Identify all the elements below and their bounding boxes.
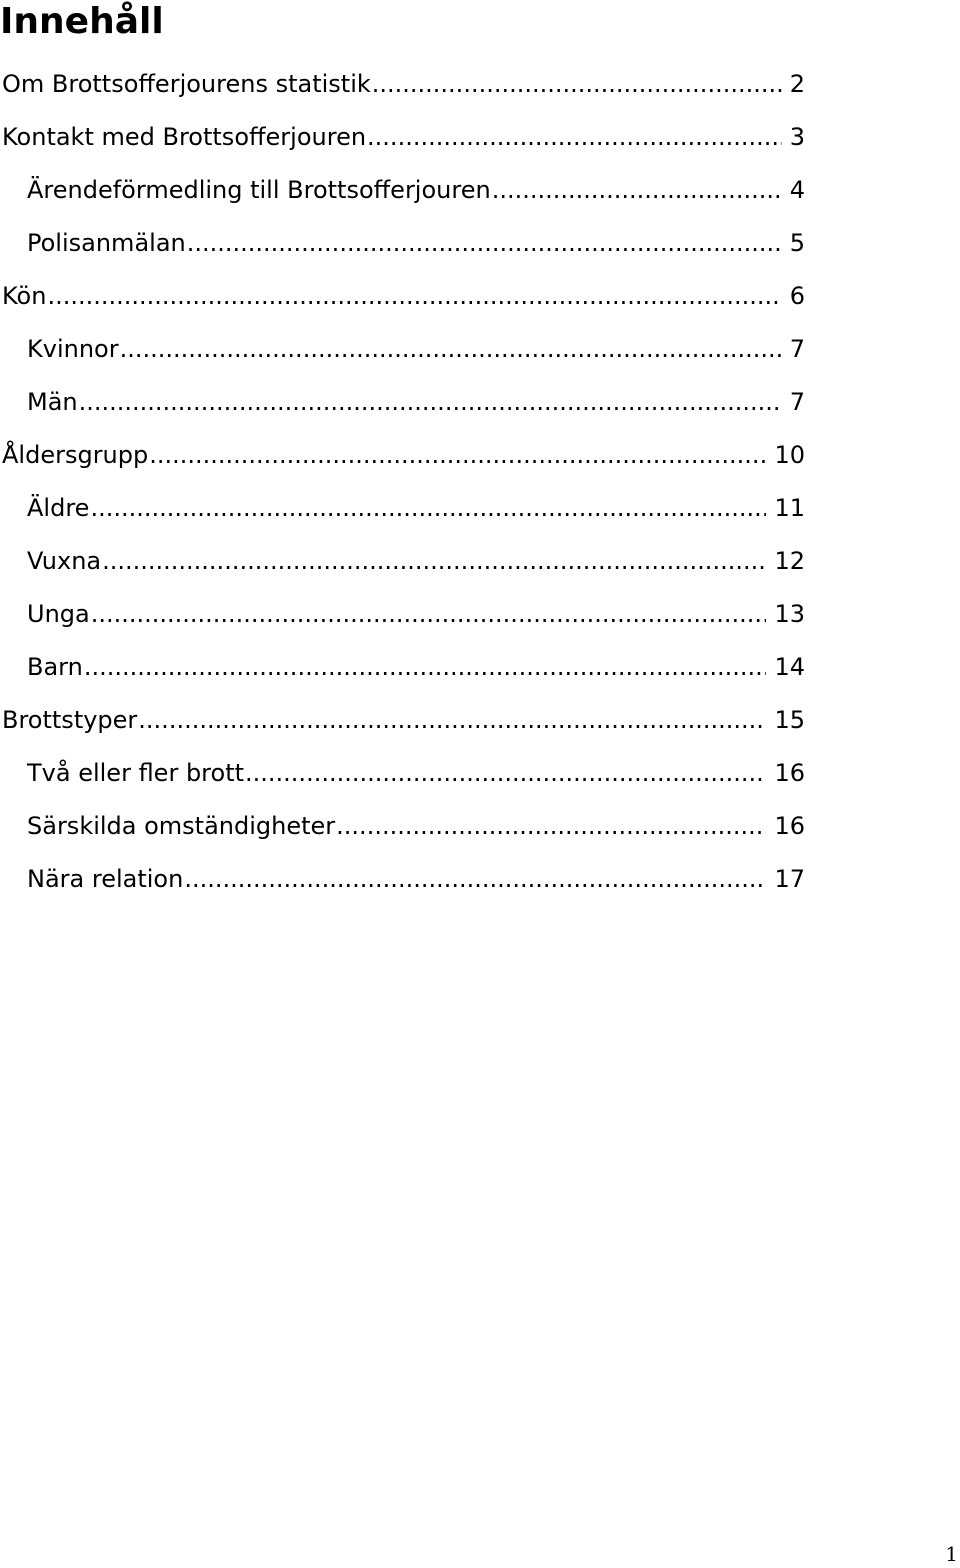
toc-entry-vuxna[interactable] (0, 535, 805, 588)
toc-entry-label: Vuxna (27, 547, 102, 575)
toc-entry-label: Polisanmälan (27, 229, 186, 257)
toc-entry-tva-eller-fler-brott[interactable] (0, 747, 805, 800)
toc-entry-kon[interactable] (0, 270, 805, 323)
toc-entry-man[interactable] (0, 376, 805, 429)
toc-entry-kvinnor[interactable] (0, 323, 805, 376)
toc-leader-dots (79, 376, 782, 429)
toc-entry-page: 6 (789, 282, 805, 310)
toc-entry-page: 16 (774, 759, 805, 787)
toc-entry-label: Unga (27, 600, 90, 628)
toc-leader-dots (492, 164, 782, 217)
toc-leader-dots (47, 270, 781, 323)
toc-entry-label: Kvinnor (27, 335, 119, 363)
toc-entry-page: 14 (774, 653, 805, 681)
page-number: 1 (945, 1542, 958, 1566)
toc-entry-label: Äldre (27, 494, 90, 522)
toc-leader-dots (149, 429, 766, 482)
toc-entry-om-brottsofferjourens-statistik[interactable] (0, 58, 805, 111)
toc-entry-page: 7 (789, 335, 805, 363)
toc-entry-kontakt-med-brottsofferjouren[interactable] (0, 111, 805, 164)
toc-leader-dots (120, 323, 782, 376)
toc-entry-barn[interactable] (0, 641, 805, 694)
toc-leader-dots (138, 694, 766, 747)
toc-leader-dots (102, 535, 766, 588)
toc-entry-nara-relation[interactable] (0, 853, 805, 906)
toc-entry-label: Kontakt med Brottsofferjouren (2, 123, 367, 151)
toc-entry-aldre[interactable] (0, 482, 805, 535)
toc-entry-label: Barn (27, 653, 83, 681)
toc-leader-dots (245, 747, 766, 800)
toc-leader-dots (184, 853, 766, 906)
toc-entry-label: Nära relation (27, 865, 184, 893)
toc-entry-sarskilda-omstandigheter[interactable] (0, 800, 805, 853)
toc-entry-label: Män (27, 388, 78, 416)
toc-entry-label: Ärendeförmedling till Brottsofferjouren (27, 176, 491, 204)
toc-entry-page: 12 (774, 547, 805, 575)
toc-entry-page: 4 (789, 176, 805, 204)
table-of-contents (0, 58, 805, 906)
toc-leader-dots (372, 58, 782, 111)
toc-entry-brottstyper[interactable] (0, 694, 805, 747)
toc-entry-page: 16 (774, 812, 805, 840)
toc-leader-dots (84, 641, 767, 694)
toc-entry-label: Brottstyper (2, 706, 138, 734)
toc-entry-aldersgrupp[interactable] (0, 429, 805, 482)
toc-leader-dots (187, 217, 782, 270)
toc-entry-page: 11 (774, 494, 805, 522)
toc-entry-label: Åldersgrupp (2, 441, 149, 469)
toc-entry-label: Kön (2, 282, 47, 310)
toc-entry-page: 2 (789, 70, 805, 98)
toc-leader-dots (336, 800, 766, 853)
toc-entry-page: 10 (774, 441, 805, 469)
toc-entry-page: 17 (774, 865, 805, 893)
toc-entry-page: 3 (789, 123, 805, 151)
toc-entry-unga[interactable] (0, 588, 805, 641)
toc-entry-page: 15 (774, 706, 805, 734)
page-title: Innehåll (0, 1, 164, 42)
toc-entry-label: Två eller fler brott (27, 759, 245, 787)
toc-leader-dots (91, 588, 767, 641)
toc-entry-page: 5 (789, 229, 805, 257)
toc-entry-label: Om Brottsofferjourens statistik (2, 70, 371, 98)
toc-leader-dots (367, 111, 782, 164)
toc-entry-label: Särskilda omständigheter (27, 812, 336, 840)
toc-leader-dots (90, 482, 766, 535)
toc-entry-polisanmalan[interactable] (0, 217, 805, 270)
toc-entry-page: 7 (789, 388, 805, 416)
toc-entry-arendeformedling[interactable] (0, 164, 805, 217)
toc-entry-page: 13 (774, 600, 805, 628)
